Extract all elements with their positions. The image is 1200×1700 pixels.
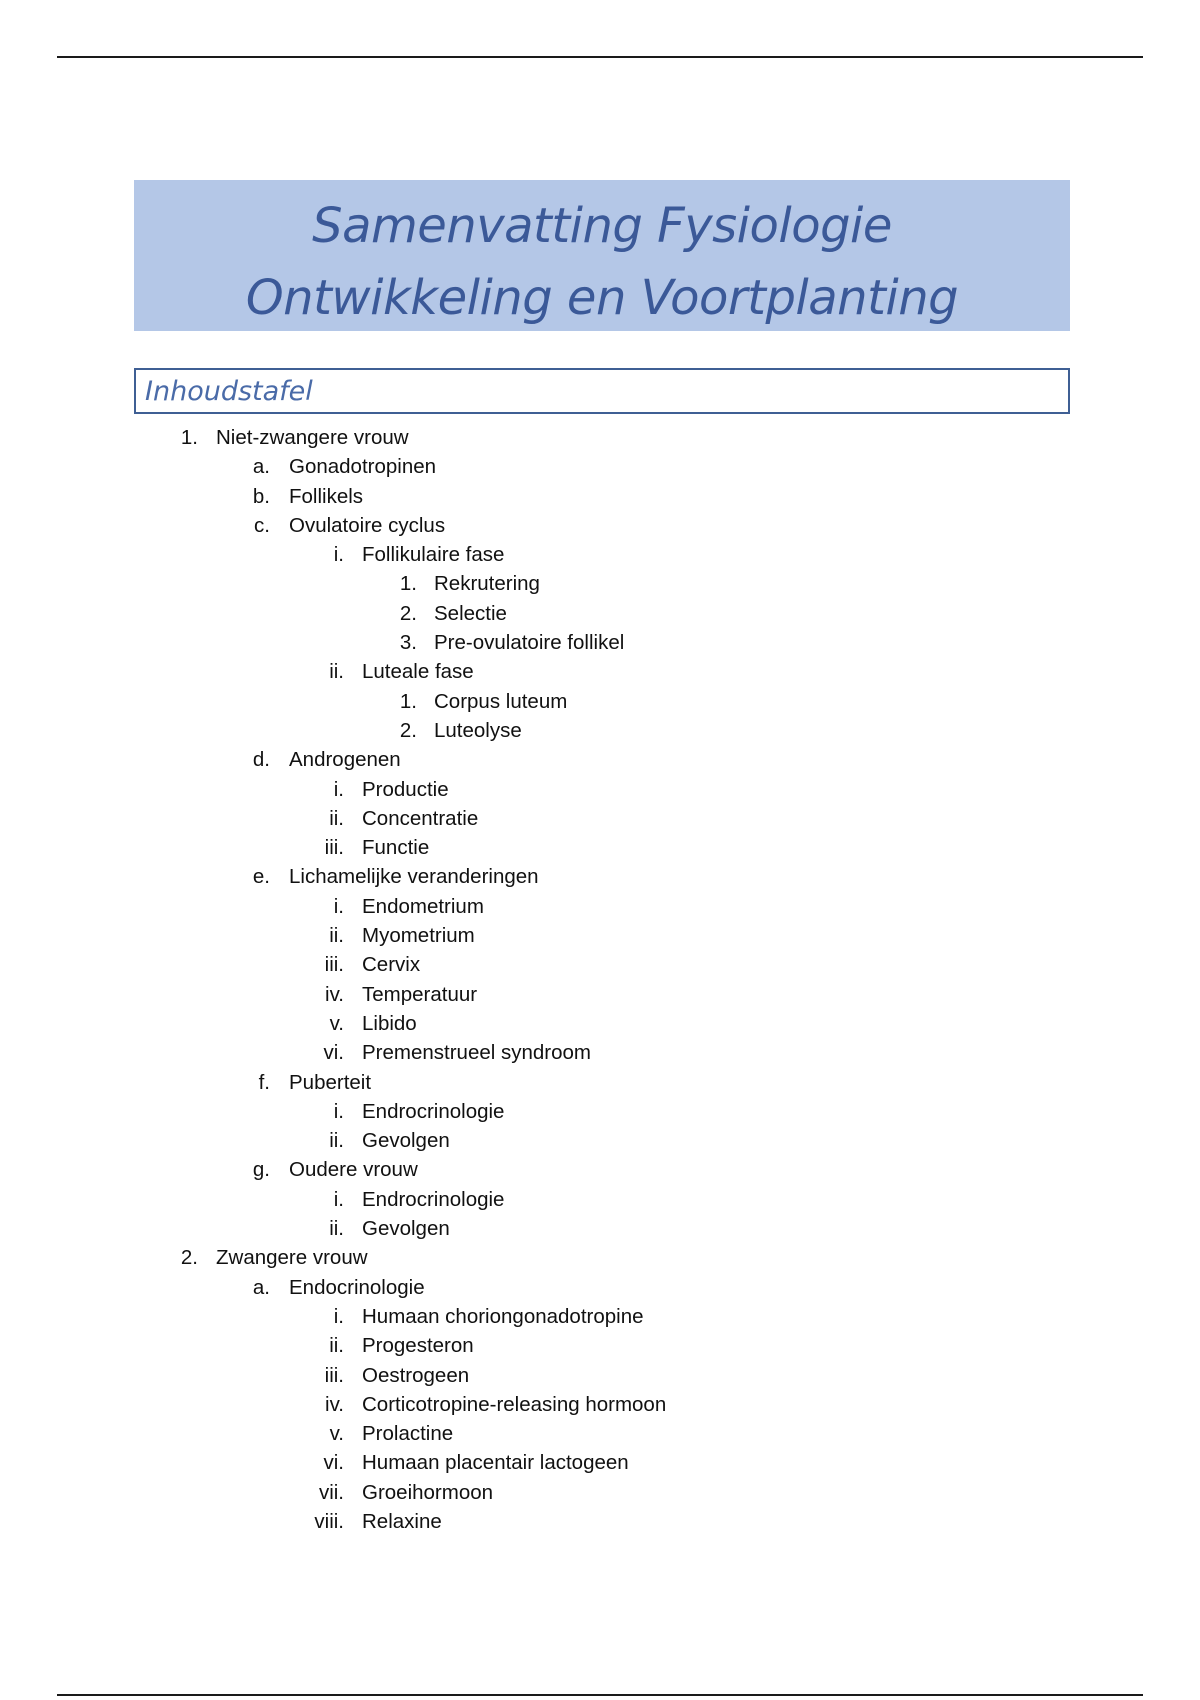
toc-entry-number: a. [252, 1275, 270, 1299]
toc-entry-number: f. [258, 1070, 270, 1094]
toc-entry-text: Myometrium [362, 924, 475, 948]
toc-entry-text: Humaan placentair lactogeen [362, 1451, 629, 1475]
toc-entry-text: Zwangere vrouw [216, 1246, 368, 1270]
toc-entry-number: 1. [180, 426, 198, 449]
toc-entry-text: Premenstrueel syndroom [362, 1041, 592, 1065]
toc-heading-box [134, 368, 1070, 414]
title-line-1: Samenvatting Fysiologie [312, 198, 892, 254]
toc-entry-text: Prolactine [362, 1422, 454, 1446]
toc-entry-text: Cervix [362, 953, 421, 977]
toc-heading: Inhoudstafel [145, 376, 313, 407]
toc-entry-text: Humaan choriongonadotropine [362, 1304, 644, 1328]
toc-entry-text: Productie [362, 777, 449, 801]
toc-entry-number: iii. [324, 1363, 344, 1387]
footer-rule [57, 1694, 1143, 1696]
title-banner [134, 180, 1070, 331]
toc-entry-text: Corticotropine-releasing hormoon [362, 1392, 667, 1416]
toc-entry-number: i. [333, 1099, 344, 1123]
toc-entry-text: Endometrium [362, 894, 484, 918]
toc-entry-number: ii. [329, 806, 344, 830]
header-rule [57, 56, 1143, 58]
toc-entry-number: d. [252, 748, 270, 772]
toc-entry-text: Groeihormoon [362, 1480, 494, 1504]
toc-entry-number: iii. [324, 953, 344, 977]
toc-entry-number: v. [329, 1011, 344, 1035]
toc-entry-number: e. [252, 865, 270, 889]
toc-entry-number: vii. [318, 1480, 344, 1504]
toc-entry-number: a. [252, 455, 270, 479]
toc-entry-text: Selectie [434, 601, 507, 625]
toc-entry-text: Luteale fase [362, 660, 474, 684]
toc-entry-number: i. [333, 1187, 344, 1211]
toc-entry-text: Functie [362, 836, 430, 860]
toc-entry-text: Progesteron [362, 1334, 474, 1358]
toc-entry-text: Endocrinologie [289, 1275, 425, 1299]
toc-entry-number: vi. [323, 1451, 344, 1475]
toc-entry-text: Corpus luteum [434, 689, 568, 713]
toc-entry-text: Rekrutering [434, 572, 540, 596]
toc-entry-number: vi. [323, 1041, 344, 1065]
toc-entry-text: Oestrogeen [362, 1363, 470, 1387]
toc-entry-text: Pre-ovulatoire follikel [434, 631, 625, 655]
toc-entry-number: i. [333, 894, 344, 918]
toc-entry-number: 2. [180, 1246, 198, 1270]
toc-entry-number: ii. [329, 924, 344, 948]
toc-entry-text: Relaxine [362, 1509, 442, 1533]
toc-entry-text: Endrocrinologie [362, 1187, 505, 1211]
toc-entry-number: iv. [325, 982, 344, 1006]
toc-entry-number: ii. [329, 1129, 344, 1153]
toc-entry-text: Follikulaire fase [362, 543, 505, 567]
toc-entry-number: i. [333, 777, 344, 801]
toc-entry-number: 1. [399, 689, 417, 713]
toc-entry-number: c. [254, 513, 270, 537]
toc-entry-text: Luteolyse [434, 718, 522, 742]
toc-entry-text: Niet-zwangere vrouw [216, 426, 409, 449]
toc-entry-number: ii. [329, 1334, 344, 1358]
toc-entry-text: Concentratie [362, 806, 479, 830]
toc-entry-number: iii. [324, 836, 344, 860]
toc-entry-number: b. [252, 484, 270, 508]
toc-entry-text: Gevolgen [362, 1217, 450, 1241]
toc-entry-number: i. [333, 1304, 344, 1328]
toc-entry-number: viii. [314, 1509, 344, 1533]
toc-entry-number: g. [252, 1158, 270, 1182]
toc-entry-number: ii. [329, 660, 344, 684]
toc-entry-number: i. [333, 543, 344, 567]
toc-entry-number: 3. [399, 631, 417, 655]
toc-entry-text: Oudere vrouw [289, 1158, 418, 1182]
toc-entry-text: Androgenen [289, 748, 401, 772]
toc-entry-text: Lichamelijke veranderingen [289, 865, 539, 889]
toc-entry-text: Endrocrinologie [362, 1099, 505, 1123]
toc-entry-text: Puberteit [289, 1070, 372, 1094]
toc-entry-number: 2. [399, 601, 417, 625]
toc-entry-text: Libido [362, 1011, 417, 1035]
toc-entry-text: Ovulatoire cyclus [289, 513, 446, 537]
toc-entry-text: Gevolgen [362, 1129, 450, 1153]
toc-entry-number: v. [329, 1422, 344, 1446]
title-line-2: Ontwikkeling en Voortplanting [245, 270, 959, 326]
toc-entry-number: 1. [399, 572, 417, 596]
toc-entry-text: Follikels [289, 484, 364, 508]
toc-entry-number: 2. [399, 718, 417, 742]
toc-entry-text: Temperatuur [362, 982, 478, 1006]
toc-entry-text: Gonadotropinen [289, 455, 437, 479]
toc-entry-number: iv. [325, 1392, 344, 1416]
toc-entry-number: ii. [329, 1217, 344, 1241]
